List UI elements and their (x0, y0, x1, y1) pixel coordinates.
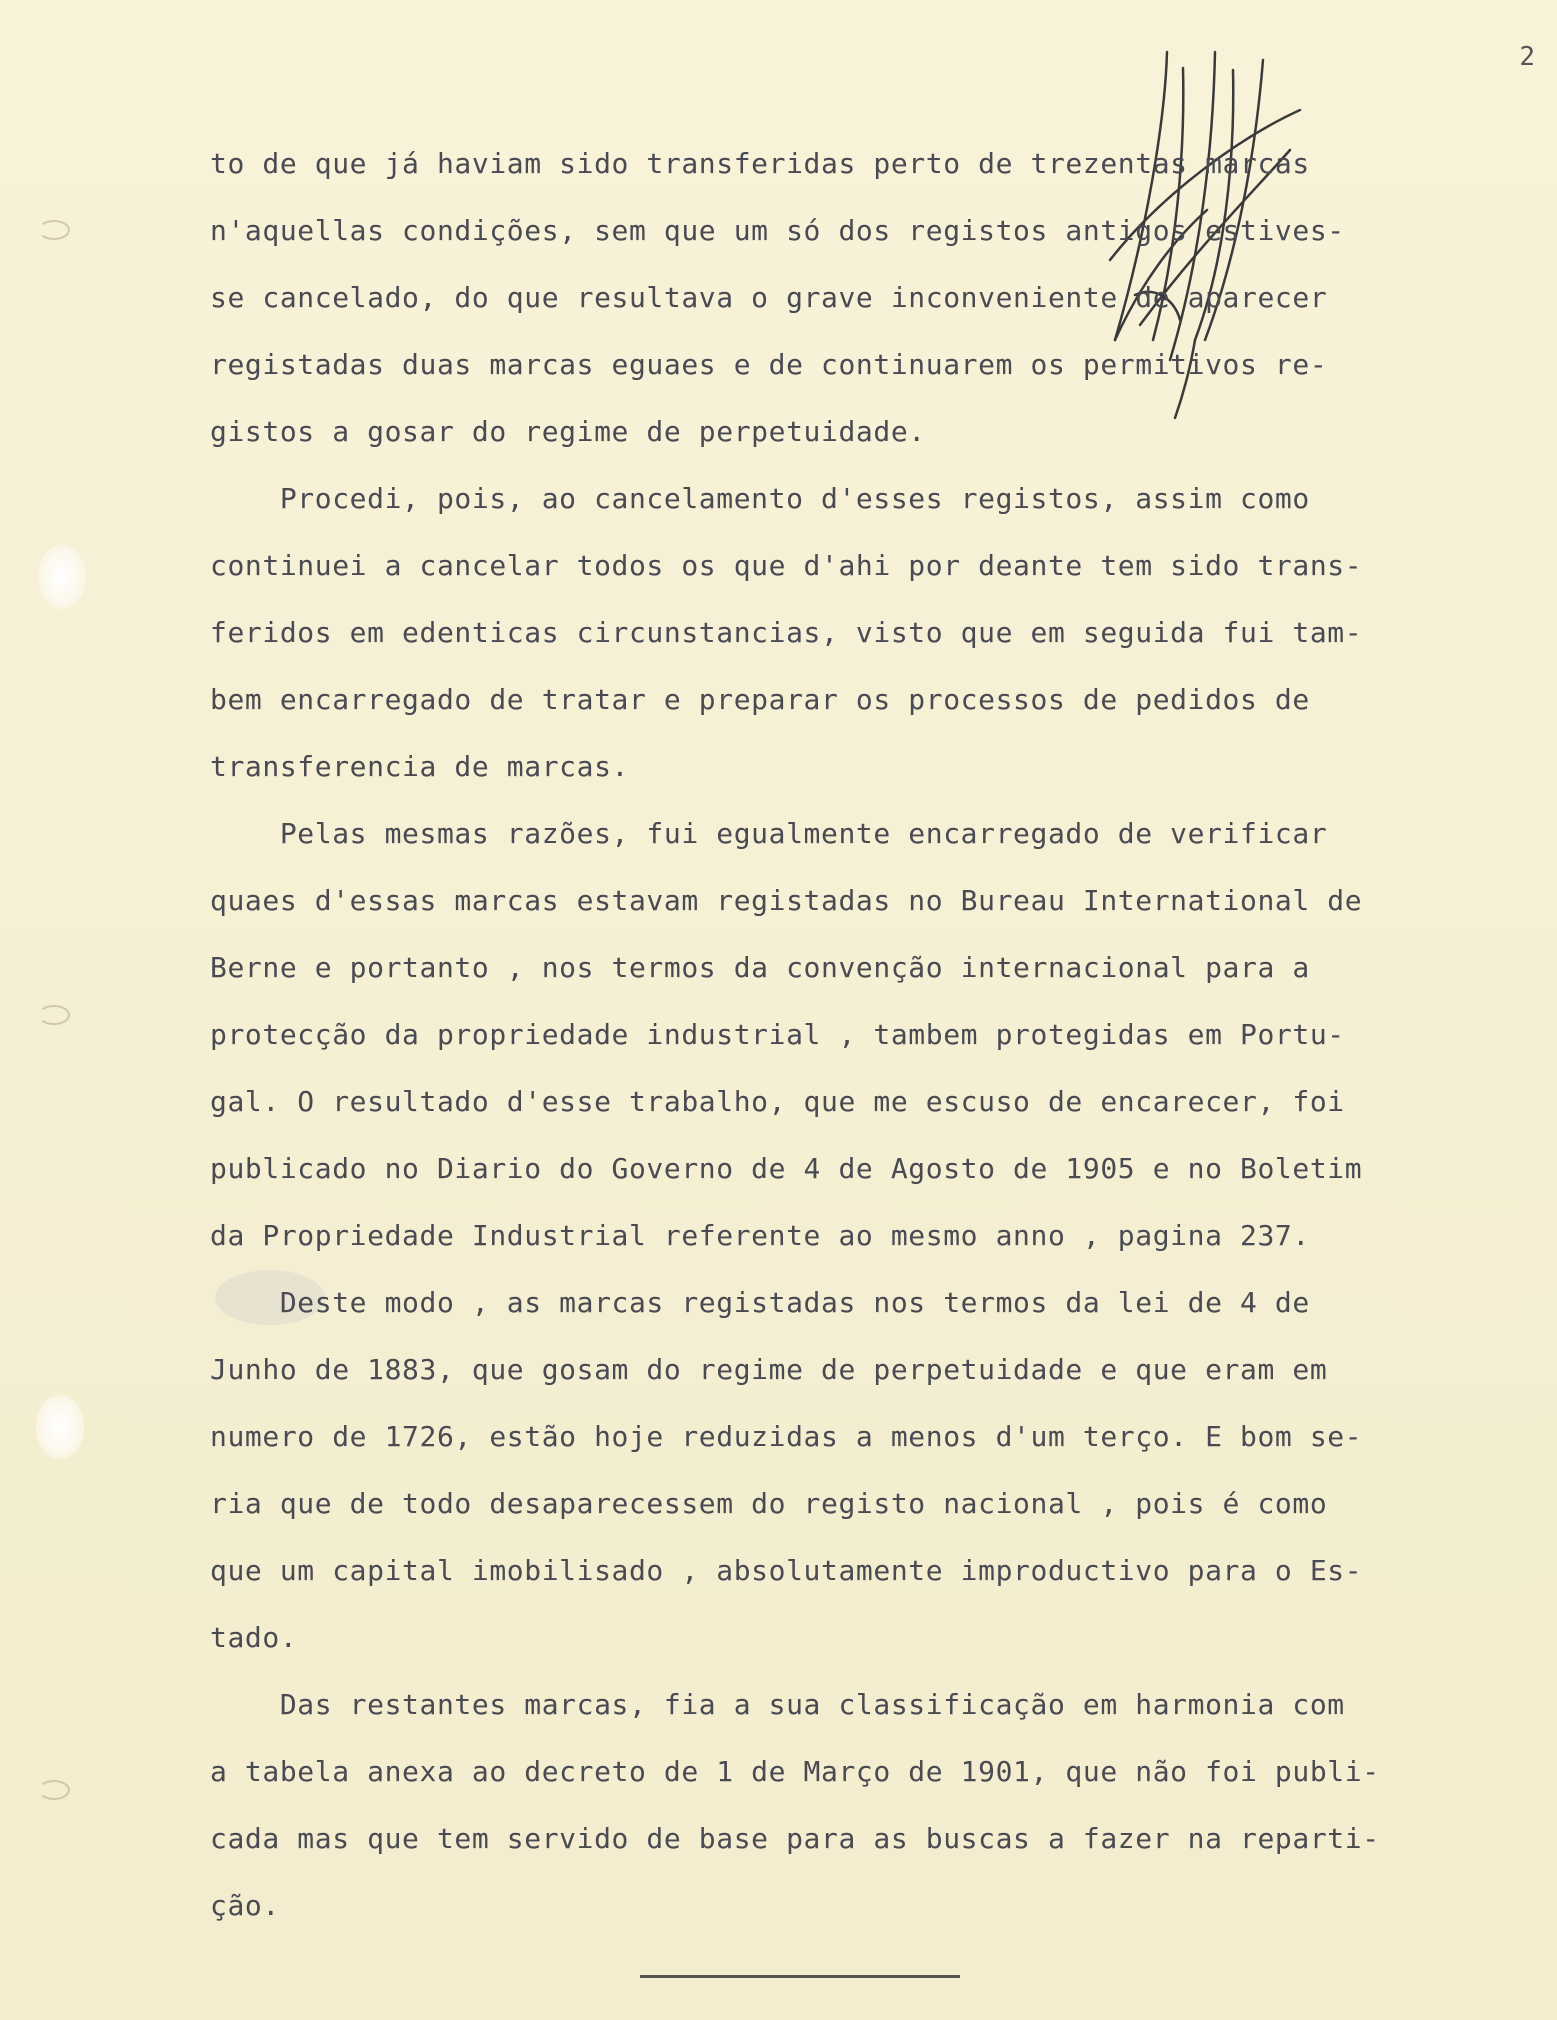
text-line: Pelas mesmas razões, fui egualmente encarregado de verificar (210, 817, 1328, 850)
text-line: transferencia de marcas. (210, 750, 629, 783)
text-line: se cancelado, do que resultava o grave inconveniente de aparecer (210, 281, 1328, 314)
punch-hole (38, 545, 86, 609)
typed-letter-body (210, 130, 1520, 1939)
text-line: Procedi, pois, ao cancelamento d'esses registos, assim como (210, 482, 1310, 515)
text-line: da Propriedade Industrial referente ao mesmo anno , pagina 237. (210, 1219, 1310, 1252)
text-line: gistos a gosar do regime de perpetuidade. (210, 415, 926, 448)
text-line: registadas duas marcas eguaes e de continuarem os permitivos re- (210, 348, 1328, 381)
text-line: ção. (210, 1889, 280, 1922)
text-line: Berne e portanto , nos termos da convenção internacional para a (210, 951, 1310, 984)
text-line: que um capital imobilisado , absolutamente improductivo para o Es- (210, 1554, 1363, 1587)
punch-hole (36, 1395, 84, 1459)
text-line: Junho de 1883, que gosam do regime de perpetuidade e que eram em (210, 1353, 1328, 1386)
text-line: numero de 1726, estão hoje reduzidas a menos d'um terço. E bom se- (210, 1420, 1363, 1453)
text-line: gal. O resultado d'esse trabalho, que me escuso de encarecer, foi (210, 1085, 1345, 1118)
paper-fold-mark (38, 1780, 70, 1800)
text-line: tado. (210, 1621, 298, 1654)
text-line: Deste modo , as marcas registadas nos termos da lei de 4 de (210, 1286, 1310, 1319)
paper-fold-mark (38, 1005, 70, 1025)
paper-fold-mark (38, 220, 70, 240)
text-line: quaes d'essas marcas estavam registadas no Bureau International de (210, 884, 1363, 917)
text-line: to de que já haviam sido transferidas perto de trezentas marcas (210, 147, 1310, 180)
text-line: Das restantes marcas, fia a sua classificação em harmonia com (210, 1688, 1345, 1721)
text-line: cada mas que tem servido de base para as buscas a fazer na reparti- (210, 1822, 1380, 1855)
text-line: continuei a cancelar todos os que d'ahi por deante tem sido trans- (210, 549, 1363, 582)
text-line: bem encarregado de tratar e preparar os processos de pedidos de (210, 683, 1310, 716)
text-line: publicado no Diario do Governo de 4 de Agosto de 1905 e no Boletim (210, 1152, 1363, 1185)
text-line: a tabela anexa ao decreto de 1 de Março de 1901, que não foi publi- (210, 1755, 1380, 1788)
text-line: n'aquellas condições, sem que um só dos registos antigos estives- (210, 214, 1345, 247)
text-line: feridos em edenticas circunstancias, visto que em seguida fui tam- (210, 616, 1363, 649)
page-number: 2 (1519, 42, 1535, 72)
text-line: ria que de todo desaparecessem do registo nacional , pois é como (210, 1487, 1328, 1520)
text-line: protecção da propriedade industrial , tambem protegidas em Portu- (210, 1018, 1345, 1051)
closing-rule (640, 1975, 960, 1978)
